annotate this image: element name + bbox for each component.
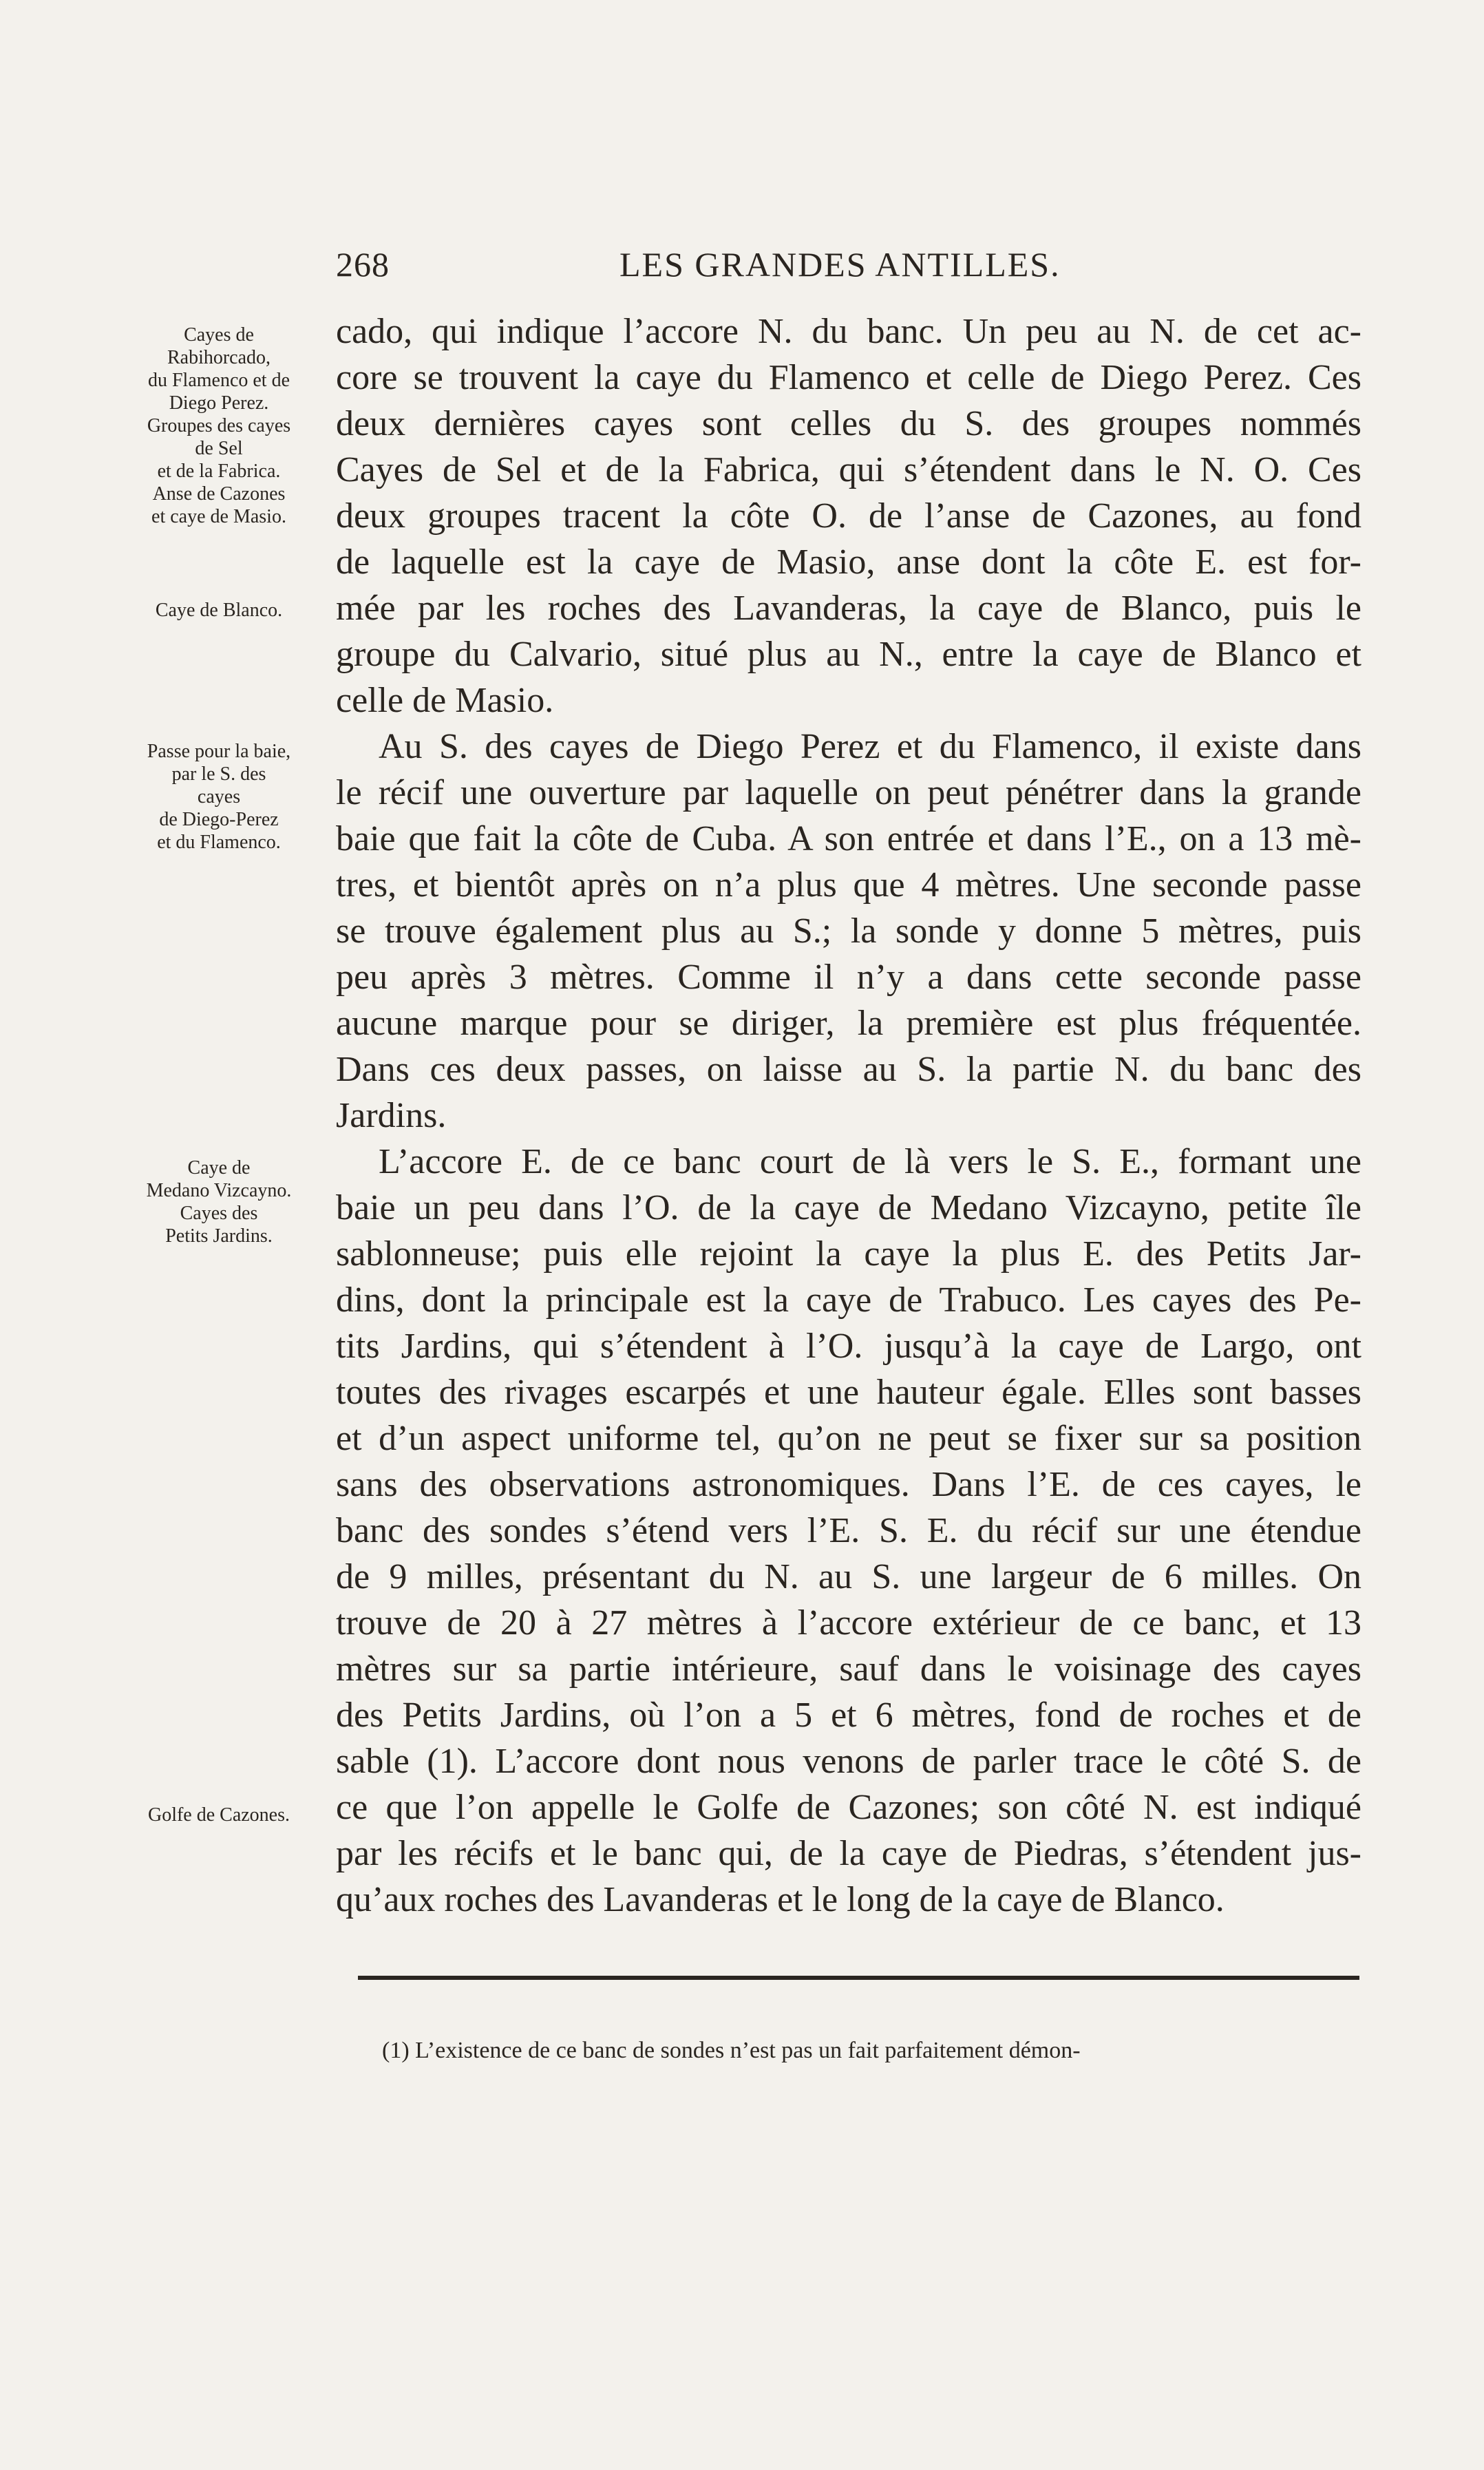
text-line: Jardins. [336, 1096, 447, 1135]
text-line: des Petits Jardins, où l’on a 5 et 6 mètres, fond de roches et de [336, 1696, 1361, 1735]
text-line: tres, et bientôt après on n’a plus que 4 mètres. Une seconde passe [336, 865, 1361, 905]
margin-note-cayes-rabihorcado: Cayes de Rabihorcado, du Flamenco et de Diego Perez. Groupes des cayes de Sel et de la Fabrica. Anse de Cazones et caye de Masio. [147, 324, 291, 527]
text-line: groupe du Calvario, situé plus au N., entre la caye de Blanco et [336, 635, 1361, 674]
text-line: banc des sondes s’étend vers l’E. S. E. du récif sur une étendue [336, 1511, 1361, 1550]
text-line: de 9 milles, présentant du N. au S. une largeur de 6 milles. On [336, 1557, 1361, 1596]
text-line: de laquelle est la caye de Masio, anse dont la côte E. est for- [336, 542, 1361, 582]
margin-note-passe-pour-la-baie: Passe pour la baie, par le S. des cayes de Diego-Perez et du Flamenco. [147, 741, 291, 853]
text-line: L’accore E. de ce banc court de là vers le S. E., formant une [379, 1142, 1361, 1181]
text-line: et d’un aspect uniforme tel, qu’on ne peut se fixer sur sa position [336, 1419, 1361, 1458]
text-line: deux groupes tracent la côte O. de l’anse de Cazones, au fond [336, 496, 1361, 536]
text-line: Dans ces deux passes, on laisse au S. la partie N. du banc des [336, 1050, 1361, 1089]
text-line: cado, qui indique l’accore N. du banc. Un peu au N. de cet ac- [336, 312, 1361, 351]
footnote-divider [358, 1976, 1359, 1980]
text-line: sable (1). L’accore dont nous venons de parler trace le côté S. de [336, 1742, 1361, 1781]
text-line: trouve de 20 à 27 mètres à l’accore extérieur de ce banc, et 13 [336, 1603, 1361, 1643]
text-line: mée par les roches des Lavanderas, la caye de Blanco, puis le [336, 589, 1361, 628]
text-line: se trouve également plus au S.; la sonde y donne 5 mètres, puis [336, 911, 1361, 951]
text-line: par les récifs et le banc qui, de la caye de Piedras, s’étendent jus- [336, 1834, 1361, 1873]
page-number: 268 [336, 245, 390, 284]
text-line: peu après 3 mètres. Comme il n’y a dans cette seconde passe [336, 958, 1361, 997]
text-line: mètres sur sa partie intérieure, sauf dans le voisinage des cayes [336, 1649, 1361, 1689]
text-line: qu’aux roches des Lavanderas et le long de la caye de Blanco. [336, 1880, 1225, 1919]
text-line: toutes des rivages escarpés et une hauteur égale. Elles sont basses [336, 1373, 1361, 1412]
text-line: baie que fait la côte de Cuba. A son entrée et dans l’E., on a 13 mè- [336, 819, 1361, 858]
text-line: Cayes de Sel et de la Fabrica, qui s’étendent dans le N. O. Ces [336, 450, 1361, 489]
page-header [336, 244, 1355, 293]
text-line: celle de Masio. [336, 681, 554, 720]
text-line: dins, dont la principale est la caye de Trabuco. Les cayes des Pe- [336, 1280, 1361, 1320]
text-line: Au S. des cayes de Diego Perez et du Flamenco, il existe dans [379, 727, 1361, 766]
footnote: (1) L’existence de ce banc de sondes n’est pas un fait parfaitement démon- [382, 2038, 1081, 2063]
text-line: baie un peu dans l’O. de la caye de Medano Vizcayno, petite île [336, 1188, 1361, 1227]
text-line: deux dernières cayes sont celles du S. des groupes nommés [336, 404, 1361, 443]
running-title: LES GRANDES ANTILLES. [619, 245, 1061, 284]
body-text [336, 308, 1361, 1923]
text-line: ce que l’on appelle le Golfe de Cazones; son côté N. est indiqué [336, 1788, 1361, 1827]
text-line: sans des observations astronomiques. Dans l’E. de ces cayes, le [336, 1465, 1361, 1504]
text-line: aucune marque pour se diriger, la première est plus fréquentée. [336, 1004, 1361, 1043]
margin-note-caye-de-medano: Caye de Medano Vizcayno. Cayes des Petits Jardins. [146, 1157, 292, 1247]
text-line: tits Jardins, qui s’étendent à l’O. jusqu’à la caye de Largo, ont [336, 1327, 1361, 1366]
text-line: le récif une ouverture par laquelle on peut pénétrer dans la grande [336, 773, 1361, 812]
margin-note-caye-de-blanco: Caye de Blanco. [155, 600, 283, 621]
text-line: core se trouvent la caye du Flamenco et celle de Diego Perez. Ces [336, 358, 1361, 397]
margin-note-golfe-de-cazones: Golfe de Cazones. [147, 1804, 290, 1826]
text-line: sablonneuse; puis elle rejoint la caye la plus E. des Petits Jar- [336, 1234, 1361, 1274]
